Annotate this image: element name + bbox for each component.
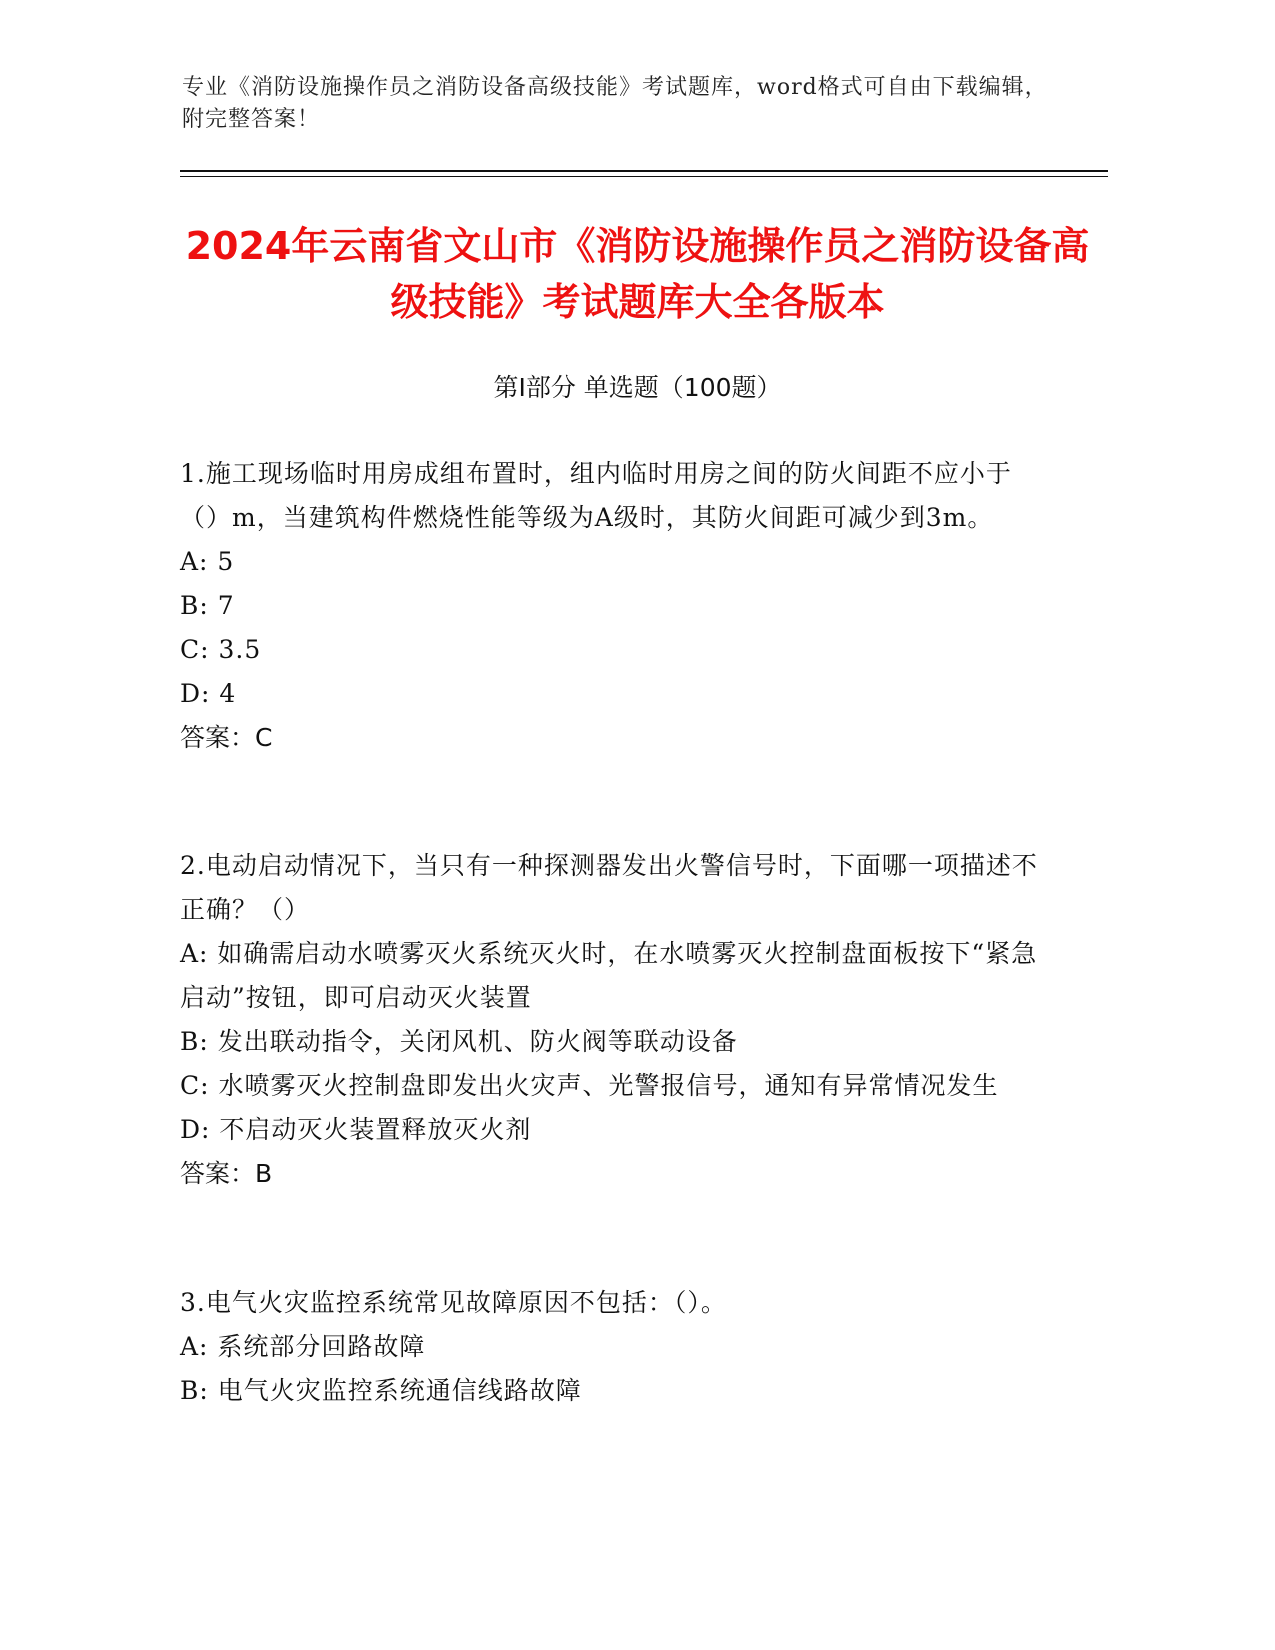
answer: 答案：C bbox=[180, 723, 273, 752]
document-title: 2024年云南省文山市《消防设施操作员之消防设备高级技能》考试题库大全各版本 bbox=[185, 224, 1090, 324]
option-a: A: 5 bbox=[180, 547, 235, 576]
section-title: 第I部分 单选题（100题） bbox=[493, 373, 782, 402]
option-c: C: 3.5 bbox=[180, 635, 262, 664]
option-b: B: 发出联动指令，关闭风机、防火阀等联动设备 bbox=[180, 1027, 738, 1056]
option-b: B: 7 bbox=[180, 591, 235, 620]
option-c: C: 水喷雾灭火控制盘即发出火灾声、光警报信号，通知有异常情况发生 bbox=[180, 1071, 999, 1100]
header-note: 专业《消防设施操作员之消防设备高级技能》考试题库，word格式可自由下载编辑，附完整答案！ bbox=[182, 75, 1048, 132]
question-stem: 2.电动启动情况下，当只有一种探测器发出火警信号时，下面哪一项描述不正确？（） bbox=[180, 851, 1038, 924]
header-divider-thin bbox=[180, 176, 1108, 177]
option-d: D: 4 bbox=[180, 679, 237, 708]
question-stem: 3.电气火灾监控系统常见故障原因不包括：（）。 bbox=[180, 1288, 727, 1317]
option-a: A: 系统部分回路故障 bbox=[180, 1332, 426, 1361]
option-b: B: 电气火灾监控系统通信线路故障 bbox=[180, 1376, 582, 1405]
question-3 bbox=[180, 1281, 1040, 1413]
question-2 bbox=[180, 844, 1040, 1196]
header-divider-thick bbox=[180, 170, 1108, 172]
answer: 答案：B bbox=[180, 1159, 273, 1188]
question-stem: 1.施工现场临时用房成组布置时，组内临时用房之间的防火间距不应小于（）m，当建筑构件燃烧性能等级为A级时，其防火间距可减少到3m。 bbox=[180, 459, 1012, 532]
option-a: A: 如确需启动水喷雾灭火系统灭火时，在水喷雾灭火控制盘面板按下“紧急启动”按钮，即可启动灭火装置 bbox=[180, 939, 1038, 1012]
question-1 bbox=[180, 452, 1040, 760]
option-d: D: 不启动灭火装置释放灭火剂 bbox=[180, 1115, 532, 1144]
